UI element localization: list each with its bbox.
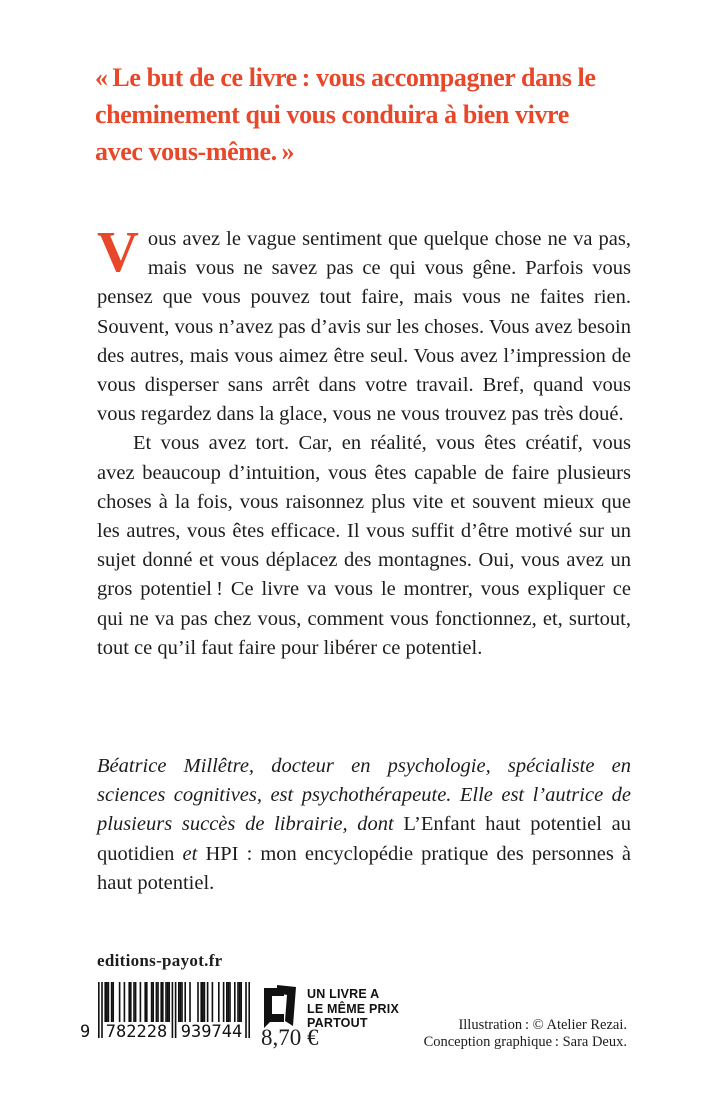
author-bio (97, 752, 631, 898)
barcode-digits-left: 782228 (103, 1022, 170, 1042)
synopsis-paragraph-1 (97, 219, 631, 429)
pull-quote-line: cheminement qui vous conduira à bien vivre (95, 100, 569, 129)
pull-quote (95, 59, 596, 170)
price: 8,70 € (261, 1025, 319, 1050)
book-title-2: HPI : mon encyclopédie pratique des personnes à haut potentiel. (97, 842, 631, 894)
pull-quote-line: avec vous-même. » (95, 137, 295, 166)
fixed-price-logo-text (307, 984, 399, 1031)
credits (424, 1017, 627, 1050)
barcode-lead-digit: 9 (80, 1022, 91, 1042)
author-bio-text: Béatrice Millêtre, docteur en psychologie, spécialiste en sciences cognitives, est psychothérapeute. Elle est l’autrice de plusieurs succès de librairie, dont (97, 755, 631, 836)
fixed-price-logo-line: LE MÊME PRIX (307, 1001, 399, 1016)
fixed-price-logo-line: PARTOUT (307, 1016, 368, 1030)
design-credit: Conception graphique : Sara Deux. (423, 1033, 627, 1050)
synopsis-paragraph-2: Et vous avez tort. Car, en réalité, vous êtes créatif, vous avez beaucoup d’intuition, vous êtes capable de faire plusieurs choses à la fois, vous raisonnez plus vite et souvent mieux que les autres, vous êtes efficace. Il vous suffit d’être motivé sur un sujet donné et vous déplacez des montagnes. Oui, vous avez un gros potentiel ! Ce livre va vous le montrer, vous expliquer ce qui ne va pas chez vous, comment vous fonctionnez, et, surtout, tout ce qu’il faut faire pour libérer ce potentiel. (97, 432, 631, 659)
open-book-icon (262, 984, 298, 1030)
author-bio-conjunction: et (174, 842, 206, 865)
publisher-website: editions-payot.fr (97, 951, 223, 970)
pull-quote-line: « Le but de ce livre : vous accompagner dans le (95, 63, 596, 92)
fixed-price-logo-line: UN LIVRE A (307, 987, 380, 1001)
fixed-price-logo (262, 984, 399, 1031)
synopsis-paragraph-1-text: ous avez le vague sentiment que quelque chose ne va pas, mais vous ne savez pas ce qui vous gêne. Parfois vous pensez que vous pouvez tout faire, mais vous ne faites rien. Souvent, vous n’avez pas d’avis sur les choses. Vous avez besoin des autres, mais vous aimez être seul. Vous avez l’impression de vous disperser sans arrêt dans votre travail. Bref, quand vous vous regardez dans la glace, vous ne vous trouvez pas très doué. (97, 228, 631, 426)
synopsis (97, 219, 631, 663)
barcode-digits-right: 939744 (178, 1022, 245, 1042)
drop-cap: V (97, 219, 139, 284)
book-title-1: L’Enfant haut potentiel au quotidien (97, 813, 631, 865)
barcode (80, 982, 250, 1048)
illustration-credit: Illustration : © Atelier Rezai. (458, 1017, 627, 1033)
